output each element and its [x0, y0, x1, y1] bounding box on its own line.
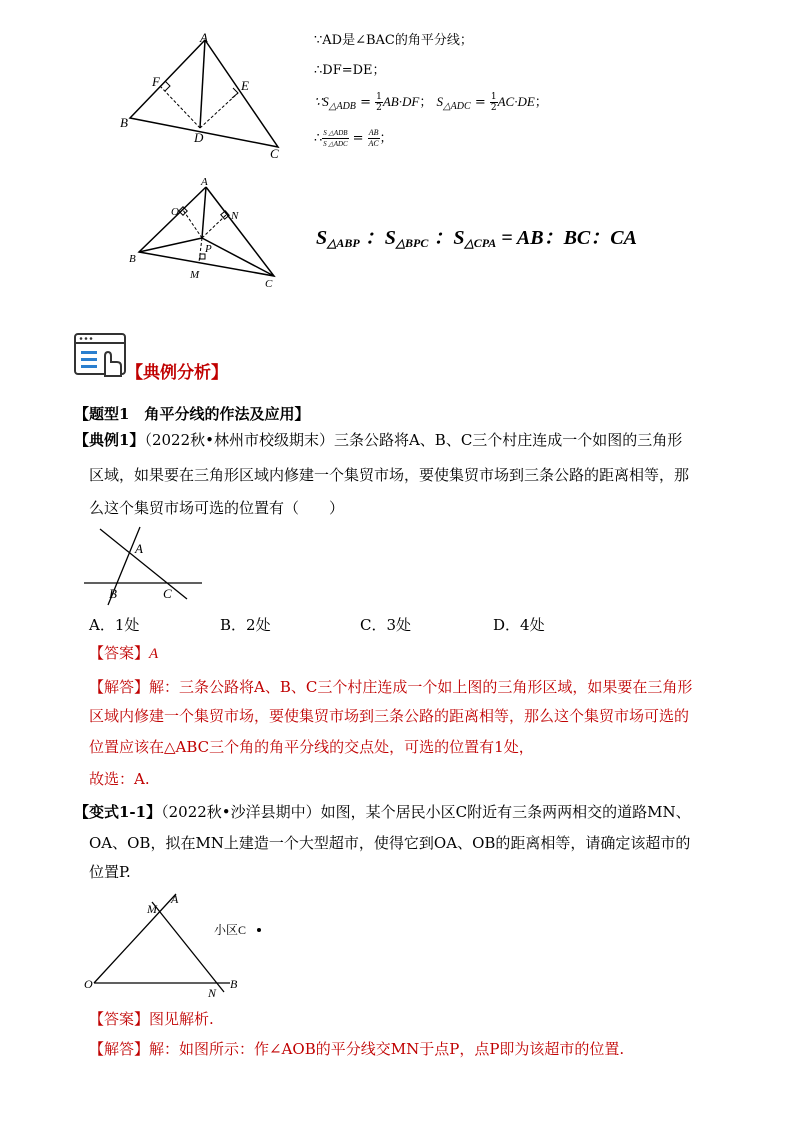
label-N: N	[208, 986, 217, 1000]
example-1-line-1: 【典例1】（2022秋•林州市校级期末）三条公路将A、B、C三个村庄连成一个如图的三角形	[74, 431, 683, 449]
label-C: C	[163, 586, 172, 601]
proof-line-2: ∴DF=DE；	[314, 63, 386, 78]
label-A: A	[171, 892, 179, 906]
solution-1-line-3: 位置应该在△ABC三个角的角平分线的交点处，可选的位置有1处，	[89, 738, 534, 756]
choice-a: A．1处	[89, 616, 140, 634]
label-B: B	[109, 586, 117, 601]
community-label: 小区C	[214, 923, 247, 937]
label-M: M	[190, 269, 200, 281]
label-B: B	[120, 115, 128, 130]
solution-2: 【解答】解：如图所示：作∠AOB的平分线交MN于点P，点P即为该超市的位置.	[89, 1040, 625, 1058]
incenter-triangle-figure	[122, 172, 292, 292]
label-A: A	[200, 30, 208, 45]
three-roads-figure	[84, 525, 202, 607]
solution-1-line-2: 区域内修建一个集贸市场，要使集贸市场到三条公路的距离相等，那么这个集贸市场可选的	[89, 707, 690, 725]
label-A: A	[135, 541, 143, 556]
label-M: M	[147, 902, 157, 916]
proof-line-4: ∴ $\frac{\text{S △ADB}}{\text{S △ADC}}$ = $\frac{AB}{AC}$ ；	[314, 128, 393, 148]
label-F: F	[152, 74, 160, 89]
choice-d: D．4处	[493, 616, 545, 634]
variant-1-line-3: 位置P.	[89, 863, 131, 881]
label-D: D	[194, 130, 204, 145]
variant-1-line-1: 【变式1-1】（2022秋•沙洋县期中）如图，某个居民小区C附近有三条两两相交的道路MN、	[74, 803, 691, 821]
label-B: B	[230, 977, 238, 991]
roads-mn-oa-ob-figure	[82, 890, 272, 1002]
solution-1-line-1: 【解答】解：三条公路将A、B、C三个村庄连成一个如上图的三角形区域，如果要在三角形	[89, 678, 693, 696]
proof-line-1: ∵AD是∠BAC的角平分线；	[314, 33, 473, 48]
area-ratio-formula: $S_{\triangle ABP}$ ：$S_{\triangle BPC}$ ：$S_{\triangle CPA}$ = AB：BC：CA	[316, 227, 637, 250]
variant-1-line-2: OA、OB，拟在MN上建造一个大型超市，使得它到OA、OB的距离相等，请确定该超市的	[89, 834, 691, 852]
label-N: N	[231, 210, 239, 222]
label-C: C	[270, 146, 279, 161]
label-P: P	[205, 243, 212, 255]
answer-2: 【答案】图见解析.	[89, 1010, 214, 1028]
label-O: O	[84, 977, 93, 991]
label-O: O	[171, 206, 179, 218]
triangle-bisector-figure	[110, 30, 300, 165]
choice-b: B．2处	[220, 616, 271, 634]
label-C: C	[265, 278, 273, 290]
label-B: B	[129, 253, 136, 265]
label-E: E	[241, 78, 249, 93]
proof-line-3: $\because S_{\triangle ADB}$ = $\frac{1}{2}$ AB·DF； $S_{\triangle ADC}$ = $\frac{1}{2}$ AC·DE；	[314, 92, 548, 113]
question-type-title: 【题型1 角平分线的作法及应用】	[74, 405, 310, 423]
example-1-line-3: 么这个集贸市场可选的位置有（ ）	[89, 499, 345, 517]
choice-c: C．3处	[360, 616, 412, 634]
section-title: 【典例分析】	[126, 363, 228, 383]
example-1-line-2: 区域，如果要在三角形区域内修建一个集贸市场，要使集贸市场到三条公路的距离相等，那	[89, 466, 690, 484]
solution-1-line-4: 故选：A.	[89, 770, 150, 788]
community-point	[257, 928, 261, 932]
document-hand-icon	[73, 332, 129, 380]
answer-1: 【答案】A	[89, 644, 159, 662]
label-A: A	[201, 176, 208, 188]
